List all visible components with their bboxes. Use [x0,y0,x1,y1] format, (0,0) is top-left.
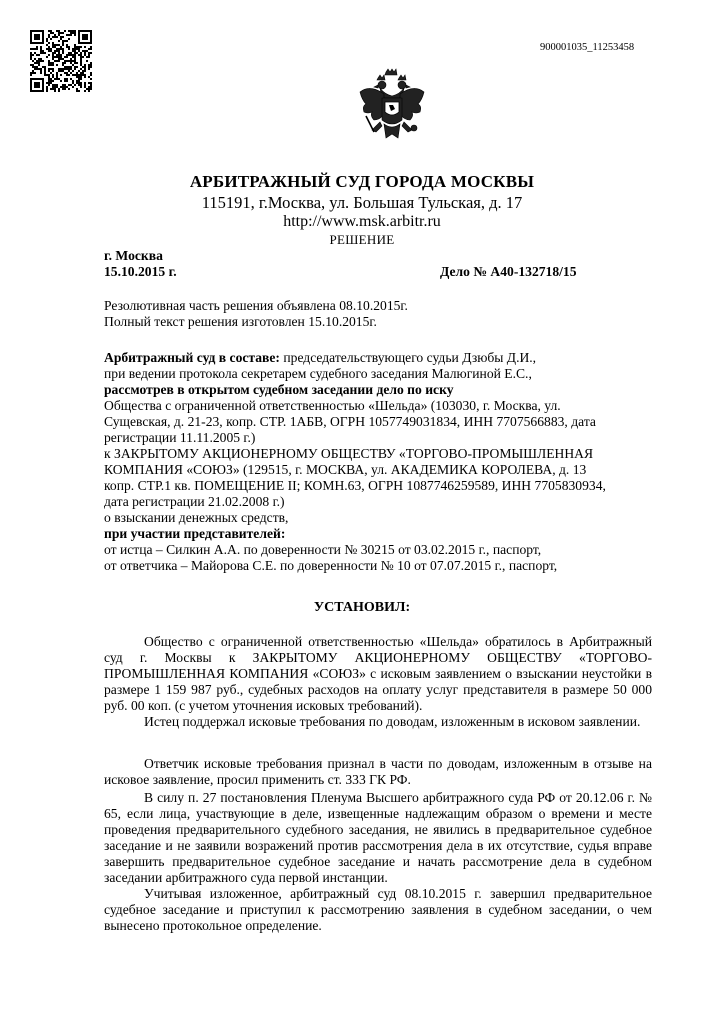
hearing-line: рассмотрев в открытом судебном заседании дело по иску [104,382,454,397]
court-composition [104,350,536,366]
defendant-line-3: копр. СТР.1 кв. ПОМЕЩЕНИЕ II; КОМН.63, ОГРН 1087746259589, ИНН 7705830934, [104,478,606,493]
defendant-line-1: к ЗАКРЫТОМУ АКЦИОНЕРНОМУ ОБЩЕСТВУ «ТОРГОВО-ПРОМЫШЛЕННАЯ [104,446,594,461]
plaintiff-line-1: Общества с ограниченной ответственностью «Шельда» (103030, г. Москва, ул. [104,398,561,413]
plaintiff-line-3: регистрации 11.11.2005 г.) [104,430,256,445]
paragraph-1-text: Общество с ограниченной ответственностью «Шельда» обратилось в Арбитражный суд г. Москвы к ЗАКРЫТОМУ АКЦИОНЕРНОМУ ОБЩЕСТВУ «ТОРГОВО-ПРОМЫШЛЕННАЯ КОМПАНИЯ «СОЮЗ» с исковым заявлением о взыскании неустойки в размере 1 159 987 руб., судебных расходов на оплату услуг представителя в размере 50 000 руб. 00 коп. (с учетом уточнения исковых требований). [104,634,652,713]
secretary-line: при ведении протокола секретарем судебного заседания Малюгиной Е.С., [104,366,532,381]
composition-label: Арбитражный суд в составе: [104,350,280,365]
paragraph-4 [104,790,652,886]
defendant-line-4: дата регистрации 21.02.2008 г.) [104,494,285,509]
defendant-representative: от ответчика – Майорова С.Е. по доверенности № 10 от 07.07.2015 г., паспорт, [104,558,558,573]
defendant-line-2: КОМПАНИЯ «СОЮЗ» (129515, г. МОСКВА, ул. АКАДЕМИКА КОРОЛЕВА, д. 13 [104,462,587,477]
plaintiff-representative: от истца – Силкин А.А. по доверенности № 30215 от 03.02.2015 г., паспорт, [104,542,542,557]
paragraph-3-text: Ответчик исковые требования признал в части по доводам, изложенным в отзыве на исковое заявление, просил применить ст. 333 ГК РФ. [104,756,652,787]
document-id: 900001035_11253458 [540,42,635,53]
document-type: РЕШЕНИЕ [329,232,395,247]
court-address: 115191, г.Москва, ул. Большая Тульская, д. 17 [201,193,523,212]
plaintiff-line-2: Сущевская, д. 21-23, копр. СТР. 1АБВ, ОГРН 1057749031834, ИНН 7707566883, дата [104,414,596,429]
operative-part-date: Резолютивная часть решения объявлена 08.10.2015г. [104,298,408,313]
qr-code-icon [30,30,92,92]
paragraph-2 [104,714,652,730]
paragraph-2-text: Истец поддержал исковые требования по доводам, изложенным в исковом заявлении. [144,714,641,729]
paragraph-1 [104,634,652,714]
established-heading: УСТАНОВИЛ: [313,600,411,615]
claim-subject: о взыскании денежных средств, [104,510,289,525]
representatives-label: при участии представителей: [104,526,286,541]
decision-date: 15.10.2015 г. [104,264,177,279]
paragraph-5-text: Учитывая изложенное, арбитражный суд 08.10.2015 г. завершил предварительное судебное заседание и приступил к рассмотрению заявления в судебном заседании, о чем вынесено протокольное определение. [104,886,652,933]
full-text-date: Полный текст решения изготовлен 15.10.2015г. [104,314,377,329]
case-number: Дело № А40-132718/15 [440,264,577,279]
city: г. Москва [104,248,163,263]
paragraph-3 [104,756,652,788]
paragraph-5 [104,886,652,934]
court-title: АРБИТРАЖНЫЙ СУД ГОРОДА МОСКВЫ [189,172,535,191]
composition-judge: председательствующего судьи Дзюбы Д.И., [279,350,537,365]
paragraph-4-text: В силу п. 27 постановления Пленума Высшего арбитражного суда РФ от 20.12.06 г. № 65, если лица, участвующие в деле, извещенные надлежащим образом о времени и месте проведения предварительного судебного заседания, не явились в предварительное судебное заседание и не заявили возражений против рассмотрения дела в их отсутствие, судья вправе завершить предварительное судебное заседание и начать рассмотрение дела в судебном заседании арбитражного суда первой инстанции. [104,790,652,885]
court-website[interactable]: http://www.msk.arbitr.ru [283,213,441,230]
coat-of-arms-icon [356,68,428,158]
